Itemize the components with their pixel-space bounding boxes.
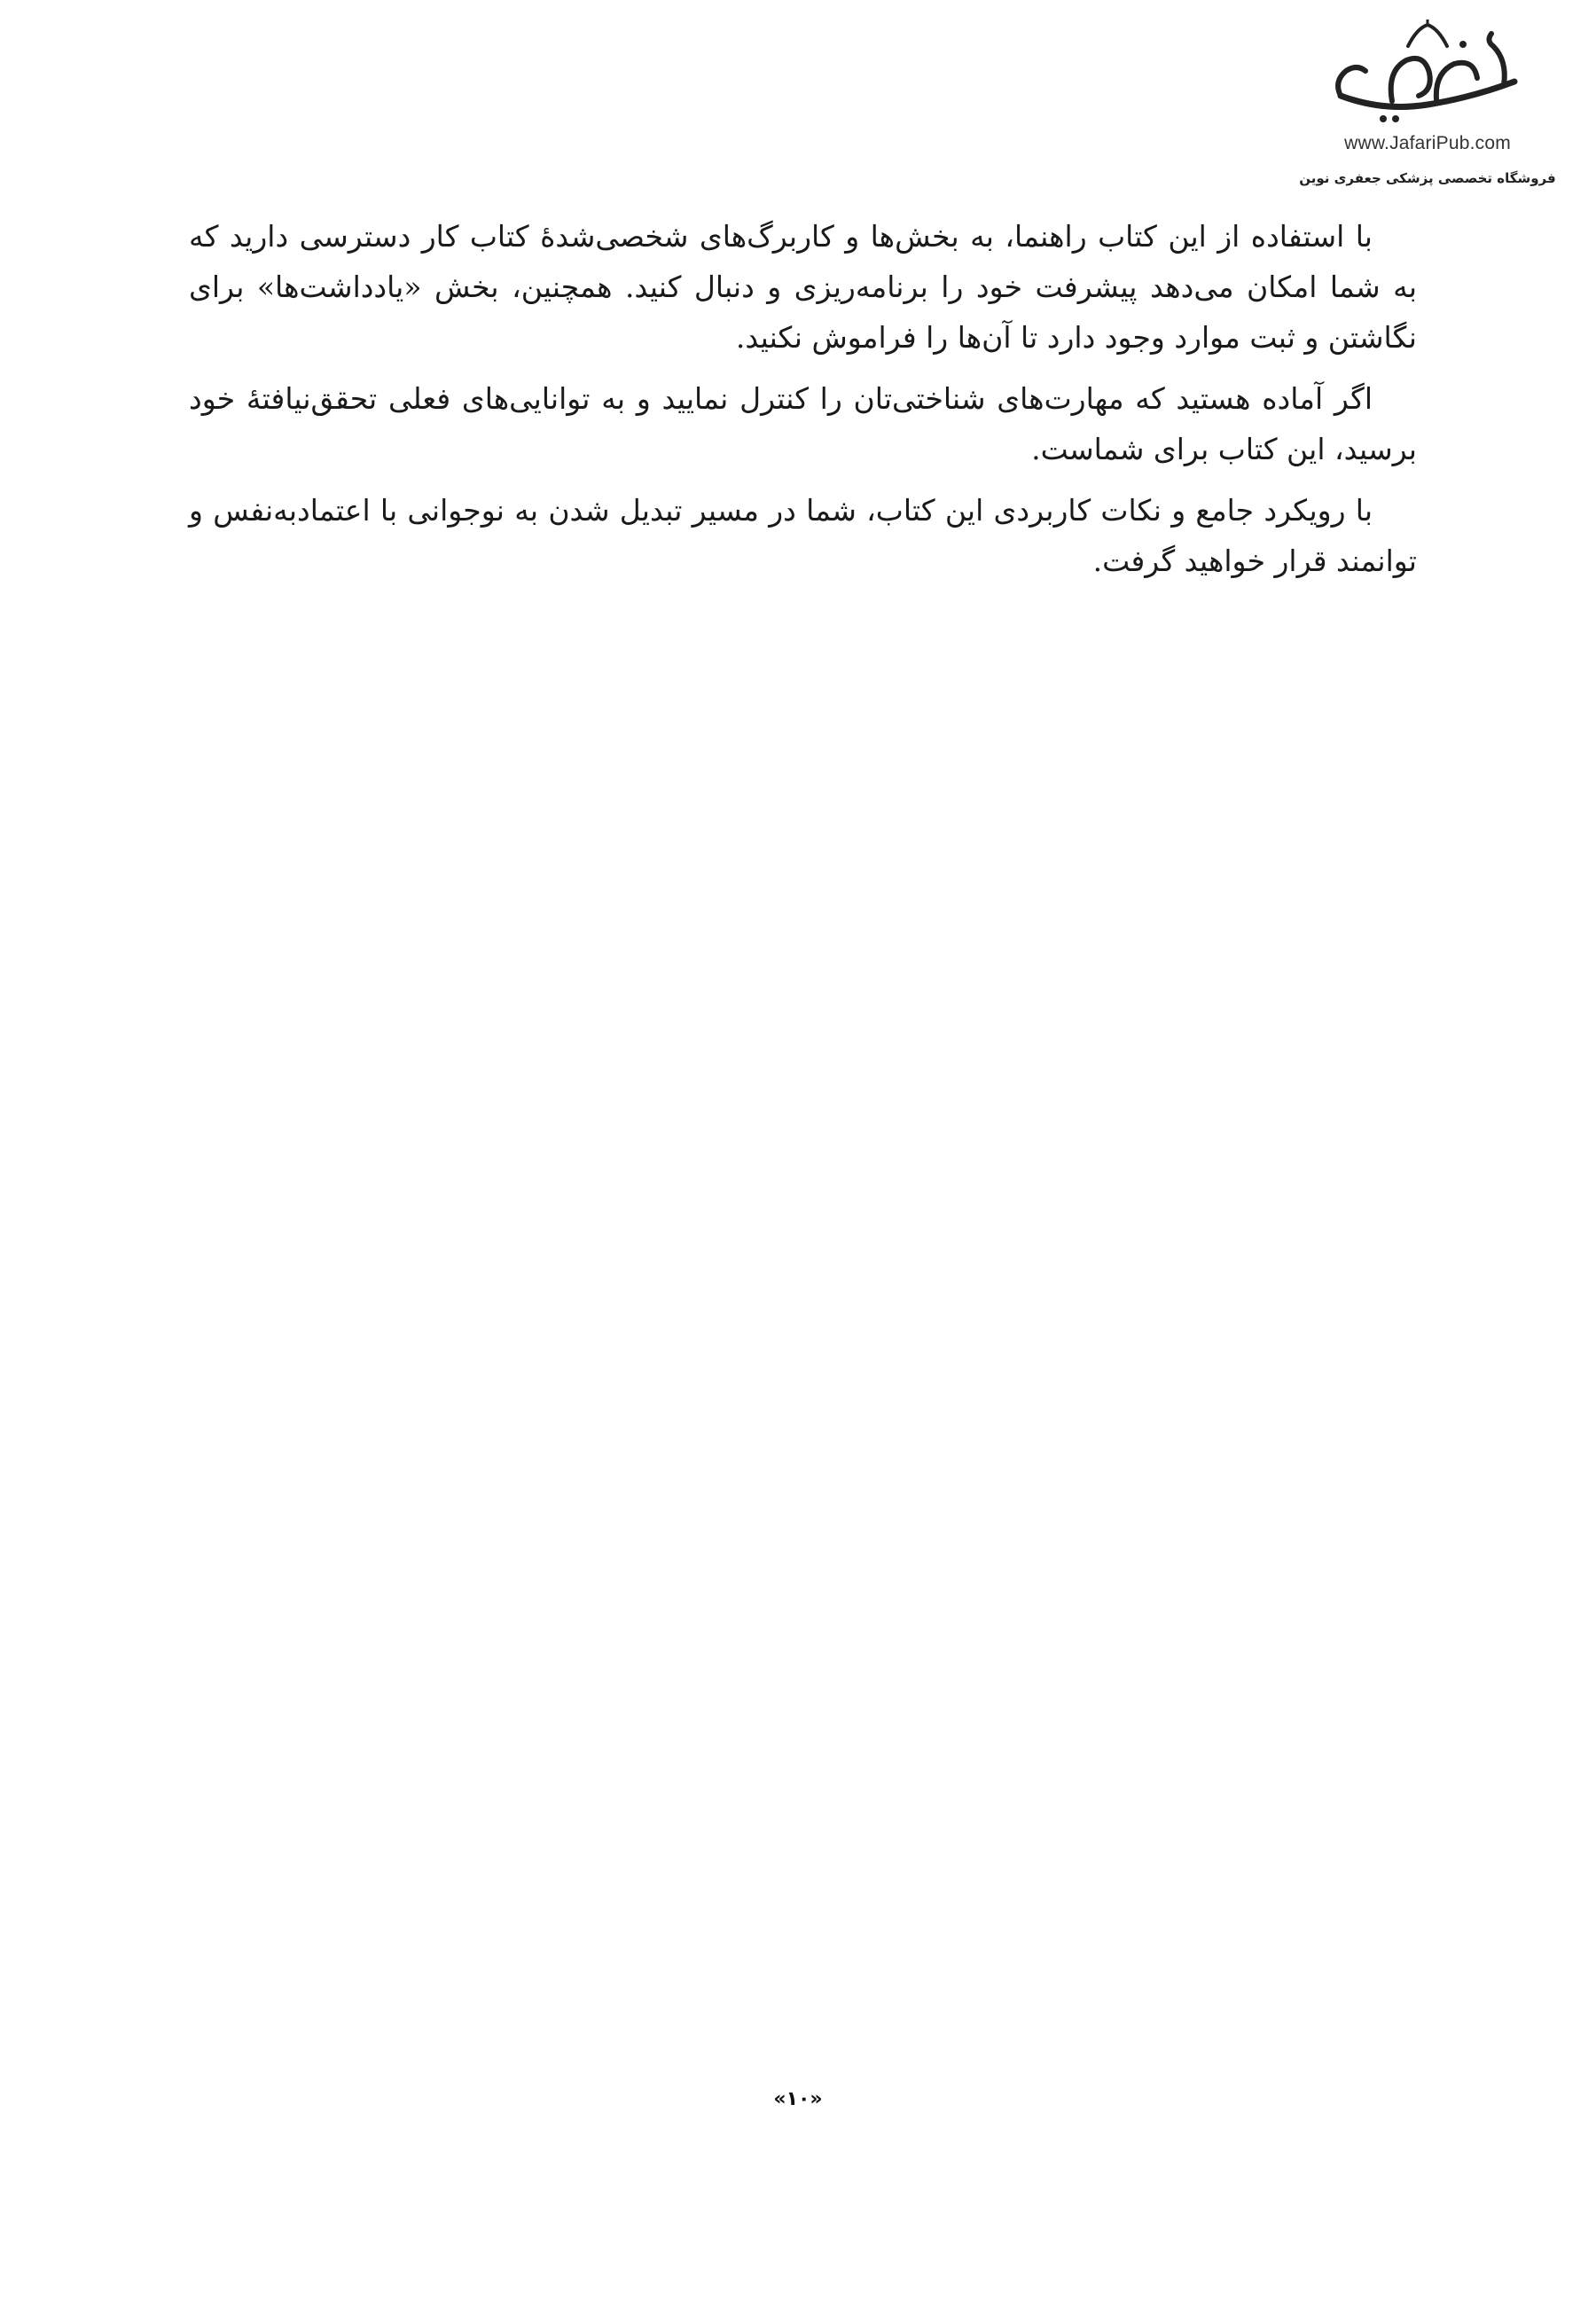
paragraph-1: با استفاده از این کتاب راهنما، به بخش‌ها و کاربرگ‌های شخصی‌شدهٔ کتاب کار دسترسی دارید که به شما امکان می‌دهد پیشرفت خود را برنامه‌ریزی و دنبال کنید. همچنین، بخش «یادداشت‌ها» برای نگاشتن و ثبت موارد وجود دارد تا آن‌ها را فراموش نکنید. xyxy=(189,219,1417,355)
page-number: «۱۰» xyxy=(773,2088,823,2110)
body-text xyxy=(189,211,1417,597)
publisher-logo xyxy=(1299,20,1556,188)
paragraph-3: با رویکرد جامع و نکات کاربردی این کتاب، شما در مسیر تبدیل شدن به نوجوانی با اعتمادبه‌نفس و توانمند قرار خواهید گرفت. xyxy=(189,493,1417,578)
publisher-caption: فروشگاه تخصصی پزشکی جعفری نوین xyxy=(1299,170,1556,186)
jafari-calligraphy-logo-icon xyxy=(1330,20,1525,126)
publisher-url: www.JafariPub.com xyxy=(1344,133,1511,153)
paragraph-2: اگر آماده هستید که مهارت‌های شناختی‌تان را کنترل نمایید و به توانایی‌های فعلی تحقق‌نیافتهٔ خود برسید، این کتاب برای شماست. xyxy=(189,381,1417,466)
